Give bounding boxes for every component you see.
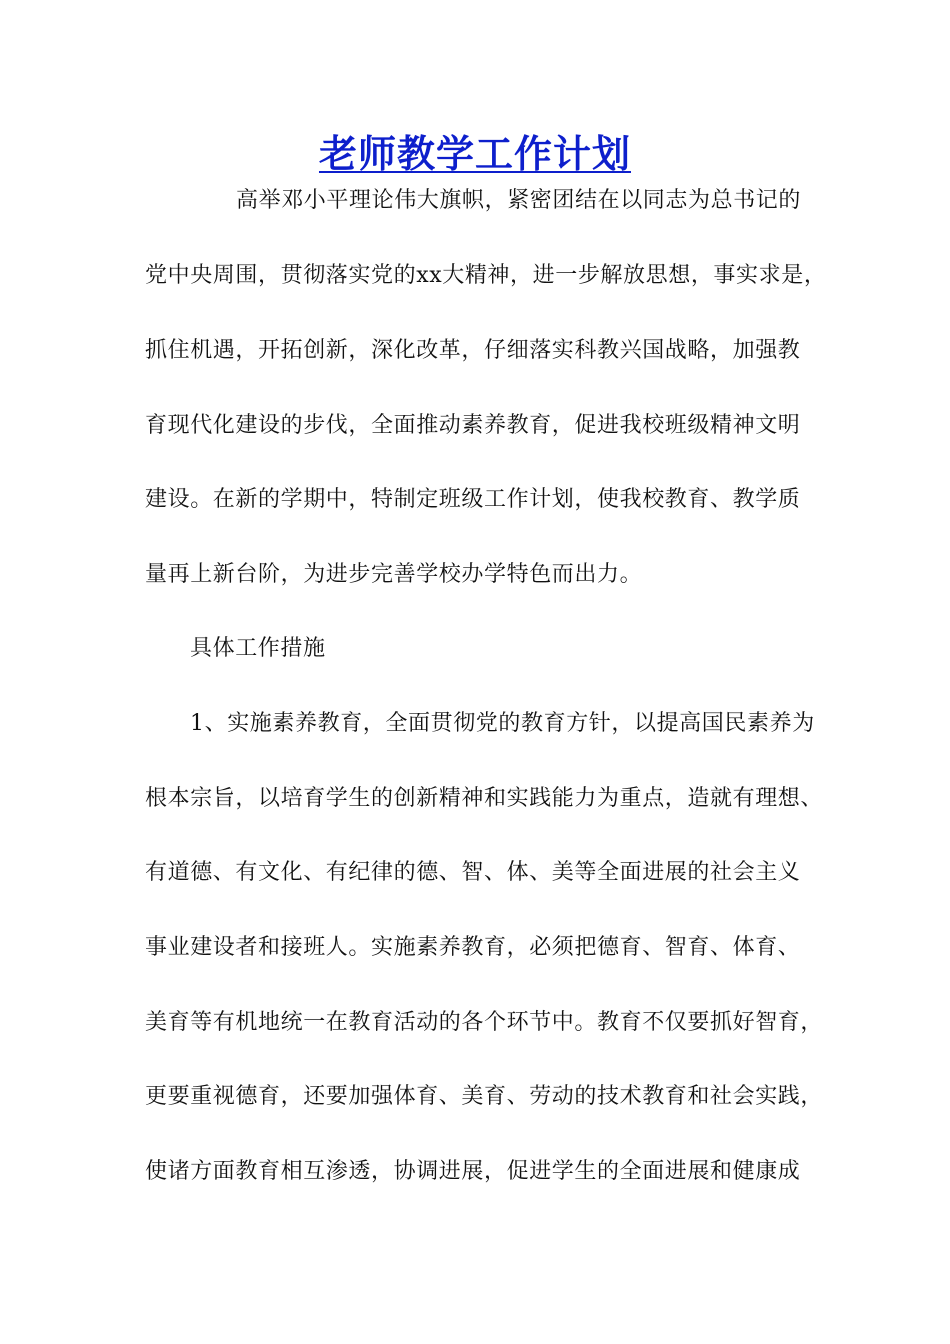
document-title: 老师教学工作计划 xyxy=(318,131,631,176)
paragraph-line: 更要重视德育，还要加强体育、美育、劳动的技术教育和社会实践， xyxy=(145,1084,824,1109)
paragraph-line: 使诸方面教育相互渗透，协调进展，促进学生的全面进展和健康成 xyxy=(145,1159,801,1184)
paragraph-line: 量再上新台阶，为进步完善学校办学特色而出力。 xyxy=(145,562,643,587)
paragraph-line: 事业建设者和接班人。实施素养教育，必须把德育、智育、体育、 xyxy=(145,935,801,960)
paragraph-line: 美育等有机地统一在教育活动的各个环节中。教育不仅要抓好智育， xyxy=(145,1010,824,1035)
paragraph-line: 有道德、有文化、有纪律的德、智、体、美等全面进展的社会主义 xyxy=(145,860,801,885)
paragraph-line: 建设。在新的学期中，特制定班级工作计划，使我校教育、教学质 xyxy=(145,487,801,512)
paragraph-line: 抓住机遇，开拓创新，深化改革，仔细落实科教兴国战略，加强教 xyxy=(145,338,801,363)
paragraph-line: 1、实施素养教育，全面贯彻党的教育方针，以提高国民素养为 xyxy=(190,711,815,736)
paragraph-line: 育现代化建设的步伐，全面推动素养教育，促进我校班级精神文明 xyxy=(145,413,801,438)
paragraph-line: 党中央周围，贯彻落实党的xx大精神，进一步解放思想，事实求是， xyxy=(145,263,827,288)
paragraph-line: 高举邓小平理论伟大旗帜，紧密团结在以同志为总书记的 xyxy=(236,188,802,213)
section-heading: 具体工作措施 xyxy=(190,636,326,661)
paragraph-line: 根本宗旨，以培育学生的创新精神和实践能力为重点，造就有理想、 xyxy=(145,786,824,811)
